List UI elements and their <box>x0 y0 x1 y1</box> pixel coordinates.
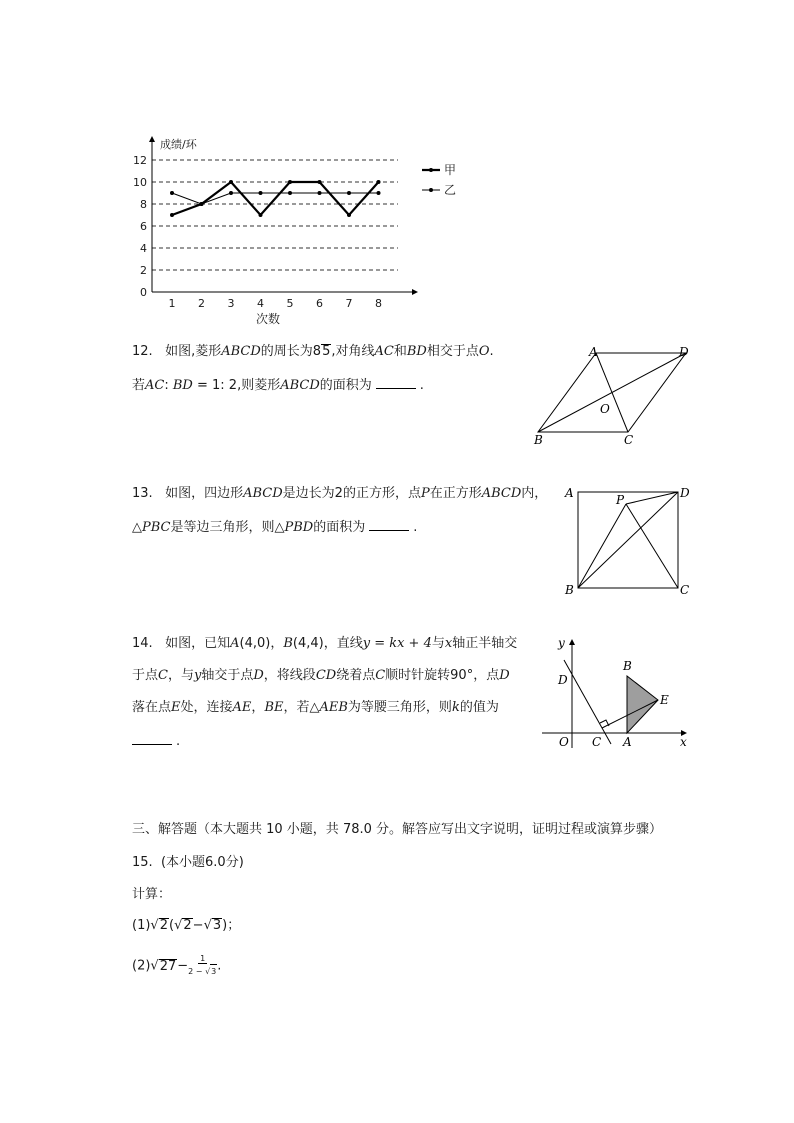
q12-line2: 若AC: BD = 1: 2,则菱形ABCD的面积为 . <box>132 378 424 393</box>
q15-part2: (2)√27− $\frac{1}{2 - √3}$ . <box>132 954 222 976</box>
series-point-甲 <box>288 180 292 184</box>
q12-line1: 12. 如图,菱形ABCD的周长为85,对角线AC和BD相交于点O. <box>132 344 494 359</box>
q15-score: (本小题6.0分) <box>160 855 244 870</box>
q14-label-c: C <box>592 735 602 749</box>
series-point-乙 <box>318 191 322 195</box>
chart-axes <box>133 136 418 326</box>
q13-label-p: P <box>616 493 625 507</box>
x-tick-label: 7 <box>345 297 353 310</box>
chart-legend <box>422 163 456 197</box>
series-point-甲 <box>170 213 174 217</box>
series-line-甲 <box>172 182 379 215</box>
series-point-乙 <box>200 202 204 206</box>
series-point-甲 <box>229 180 233 184</box>
legend-label-乙: 乙 <box>444 183 457 197</box>
y-tick-label: 6 <box>140 220 147 233</box>
q14-number: 14. <box>132 636 153 651</box>
q12-label-o: O <box>600 402 610 416</box>
series-point-乙 <box>347 191 351 195</box>
y-tick-label: 4 <box>140 242 147 255</box>
x-tick-label: 8 <box>375 297 382 310</box>
q13-square-figure <box>560 482 700 602</box>
y-tick-label: 10 <box>133 176 147 189</box>
x-tick-label: 2 <box>198 297 205 310</box>
series-point-乙 <box>170 191 174 195</box>
q14-line3: 落在点E处，连接AE，BE，若△AEB为等腰三角形，则k的值为 <box>132 700 499 715</box>
score-line-chart <box>120 130 480 330</box>
q13-label-c: C <box>680 583 690 597</box>
series-point-甲 <box>259 213 263 217</box>
y-axis-arrow <box>149 136 155 142</box>
q13-label-a: A <box>565 486 574 500</box>
y-axis-title: 成绩/环 <box>160 138 197 151</box>
x-tick-label: 3 <box>227 297 235 310</box>
x-tick-label: 6 <box>316 297 323 310</box>
legend-marker-甲 <box>429 168 433 172</box>
legend-label-甲: 甲 <box>444 163 457 177</box>
q12-label-a: A <box>589 345 598 359</box>
q12-rhombus-figure <box>530 340 700 450</box>
q13-label-b: B <box>565 583 574 597</box>
series-point-乙 <box>377 191 381 195</box>
series-point-乙 <box>259 191 263 195</box>
q13-answer-blank[interactable] <box>369 518 409 531</box>
q14-line1: 14. 如图，已知A(4,0)，B(4,4)，直线y = kx + 4与x轴正半轴交 <box>132 636 518 651</box>
x-tick-label: 1 <box>168 297 176 310</box>
q15-header <box>132 855 244 871</box>
q15-prompt: 计算： <box>132 887 172 902</box>
chart-grid <box>152 160 398 270</box>
q12-label-b: B <box>534 433 543 447</box>
q13-number: 13. <box>132 486 153 501</box>
q14-label-a: A <box>623 735 632 749</box>
y-tick-label: 0 <box>140 286 147 299</box>
q12-answer-blank[interactable] <box>376 376 416 389</box>
section3-title: 三、解答题（本大题共 10 小题，共 78.0 分。解答应写出文字说明，证明过程或演算步骤） <box>132 822 663 837</box>
x-tick-label: 4 <box>257 297 264 310</box>
chart-series <box>170 180 381 217</box>
x-tick-label: 5 <box>286 297 294 310</box>
q15-fraction: $\frac{1}{2 - √3}$ <box>188 954 217 976</box>
x-axis-title: 次数 <box>255 312 281 326</box>
x-axis-arrow <box>412 289 418 295</box>
series-point-甲 <box>318 180 322 184</box>
q14-label-y: y <box>558 636 565 650</box>
series-point-乙 <box>229 191 233 195</box>
q13-line2: △PBC是等边三角形，则△PBD的面积为 . <box>132 520 418 535</box>
q14-answer-blank[interactable] <box>132 732 172 745</box>
q14-label-o: O <box>559 735 569 749</box>
q14-label-b: B <box>623 659 632 673</box>
q12-number: 12. <box>132 344 153 359</box>
q15-part1: (1)√2(√2−√3)； <box>132 918 241 933</box>
q14-label-e: E <box>660 693 669 707</box>
q15-number: 15. <box>132 855 153 870</box>
q14-line4: . <box>132 732 180 750</box>
series-point-甲 <box>347 213 351 217</box>
q12-label-c: C <box>624 433 634 447</box>
q14-coordinate-figure <box>538 632 698 752</box>
y-tick-label: 12 <box>133 154 147 167</box>
series-point-甲 <box>377 180 381 184</box>
legend-marker-乙 <box>429 188 433 192</box>
y-tick-label: 8 <box>140 198 147 211</box>
q14-line2: 于点C，与y轴交于点D，将线段CD绕着点C顺时针旋转90°，点D <box>132 668 510 683</box>
y-tick-label: 2 <box>140 264 147 277</box>
q13-line1: 13. 如图，四边形ABCD是边长为2的正方形，点P在正方形ABCD内， <box>132 486 548 501</box>
q12-label-d: D <box>679 345 689 359</box>
q13-label-d: D <box>680 486 690 500</box>
series-point-乙 <box>288 191 292 195</box>
q14-label-x: x <box>680 735 687 749</box>
q14-label-d: D <box>558 673 568 687</box>
